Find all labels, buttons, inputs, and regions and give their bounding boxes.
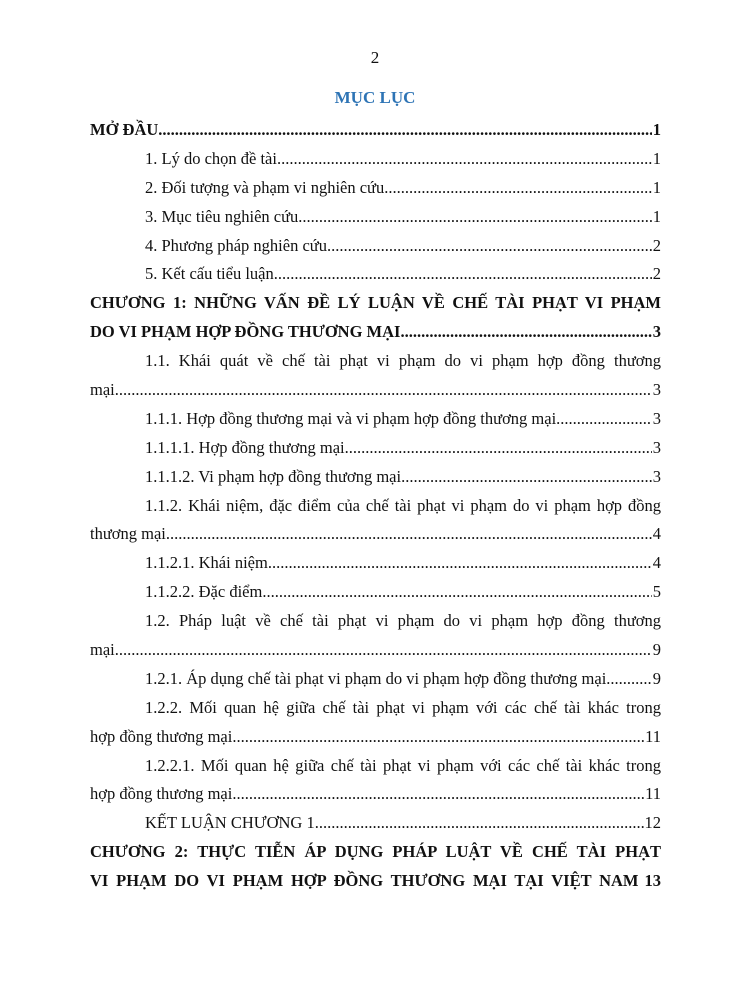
toc-entry-1-1-1[interactable]: 1.1.1. Hợp đồng thương mại và vi phạm hợp đồng thương mại ..... 3 xyxy=(90,405,661,434)
toc-entry-1-2-2-1[interactable]: 1.2.2.1. Mối quan hệ giữa chế tài phạt vi phạm với các chế tài khác trong hợp đồng thương mại ..... 11 xyxy=(90,752,661,810)
page-number: 2 xyxy=(370,48,380,67)
toc-entry-4[interactable]: 4. Phương pháp nghiên cứu ..... 2 xyxy=(90,232,661,261)
toc-entry-mo-dau[interactable]: MỞ ĐẦU ..... 1 xyxy=(90,116,661,145)
toc-entry-chuong-1[interactable]: CHƯƠNG 1: NHỮNG VẤN ĐỀ LÝ LUẬN VỀ CHẾ TÀI PHẠT VI PHẠM DO VI PHẠM HỢP ĐỒNG THƯƠNG MẠI ..... 3 xyxy=(90,289,661,347)
toc-entry-1-1-1-2[interactable]: 1.1.1.2. Vi phạm hợp đồng thương mại ..... 3 xyxy=(90,463,661,492)
toc-entry-5[interactable]: 5. Kết cấu tiểu luận ..... 2 xyxy=(90,260,661,289)
toc-entry-1-2-1[interactable]: 1.2.1. Áp dụng chế tài phạt vi phạm do vi phạm hợp đồng thương mại ..... 9 xyxy=(90,665,661,694)
toc-entry-1-1-2-1[interactable]: 1.1.2.1. Khái niệm ..... 4 xyxy=(90,549,661,578)
toc-entry-2[interactable]: 2. Đối tượng và phạm vi nghiên cứu ..... 1 xyxy=(90,174,661,203)
toc-entry-1-1-2[interactable]: 1.1.2. Khái niệm, đặc điểm của chế tài phạt vi phạm do vi phạm hợp đồng thương mại ..... 4 xyxy=(90,492,661,550)
table-of-contents xyxy=(90,116,661,896)
toc-entry-1[interactable]: 1. Lý do chọn đề tài ..... 1 xyxy=(90,145,661,174)
toc-entry-1-1[interactable]: 1.1. Khái quát về chế tài phạt vi phạm do vi phạm hợp đồng thương mại ..... 3 xyxy=(90,347,661,405)
toc-entry-chuong-2[interactable]: CHƯƠNG 2: THỰC TIỄN ÁP DỤNG PHÁP LUẬT VỀ CHẾ TÀI PHẠT VI PHẠM DO VI PHẠM HỢP ĐỒNG THƯƠNG MẠI TẠI VIỆT NAM 13 xyxy=(90,842,661,891)
toc-entry-1-1-1-1[interactable]: 1.1.1.1. Hợp đồng thương mại ..... 3 xyxy=(90,434,661,463)
toc-title: MỤC LỤC xyxy=(334,88,416,107)
toc-entry-ket-luan-chuong-1[interactable]: KẾT LUẬN CHƯƠNG 1 ..... 12 xyxy=(90,809,661,838)
toc-entry-1-1-2-2[interactable]: 1.1.2.2. Đặc điểm ..... 5 xyxy=(90,578,661,607)
toc-entry-1-2[interactable]: 1.2. Pháp luật về chế tài phạt vi phạm do vi phạm hợp đồng thương mại ..... 9 xyxy=(90,607,661,665)
toc-entry-3[interactable]: 3. Mục tiêu nghiên cứu ..... 1 xyxy=(90,203,661,232)
toc-entry-1-2-2[interactable]: 1.2.2. Mối quan hệ giữa chế tài phạt vi phạm với các chế tài khác trong hợp đồng thương mại ..... 11 xyxy=(90,694,661,752)
